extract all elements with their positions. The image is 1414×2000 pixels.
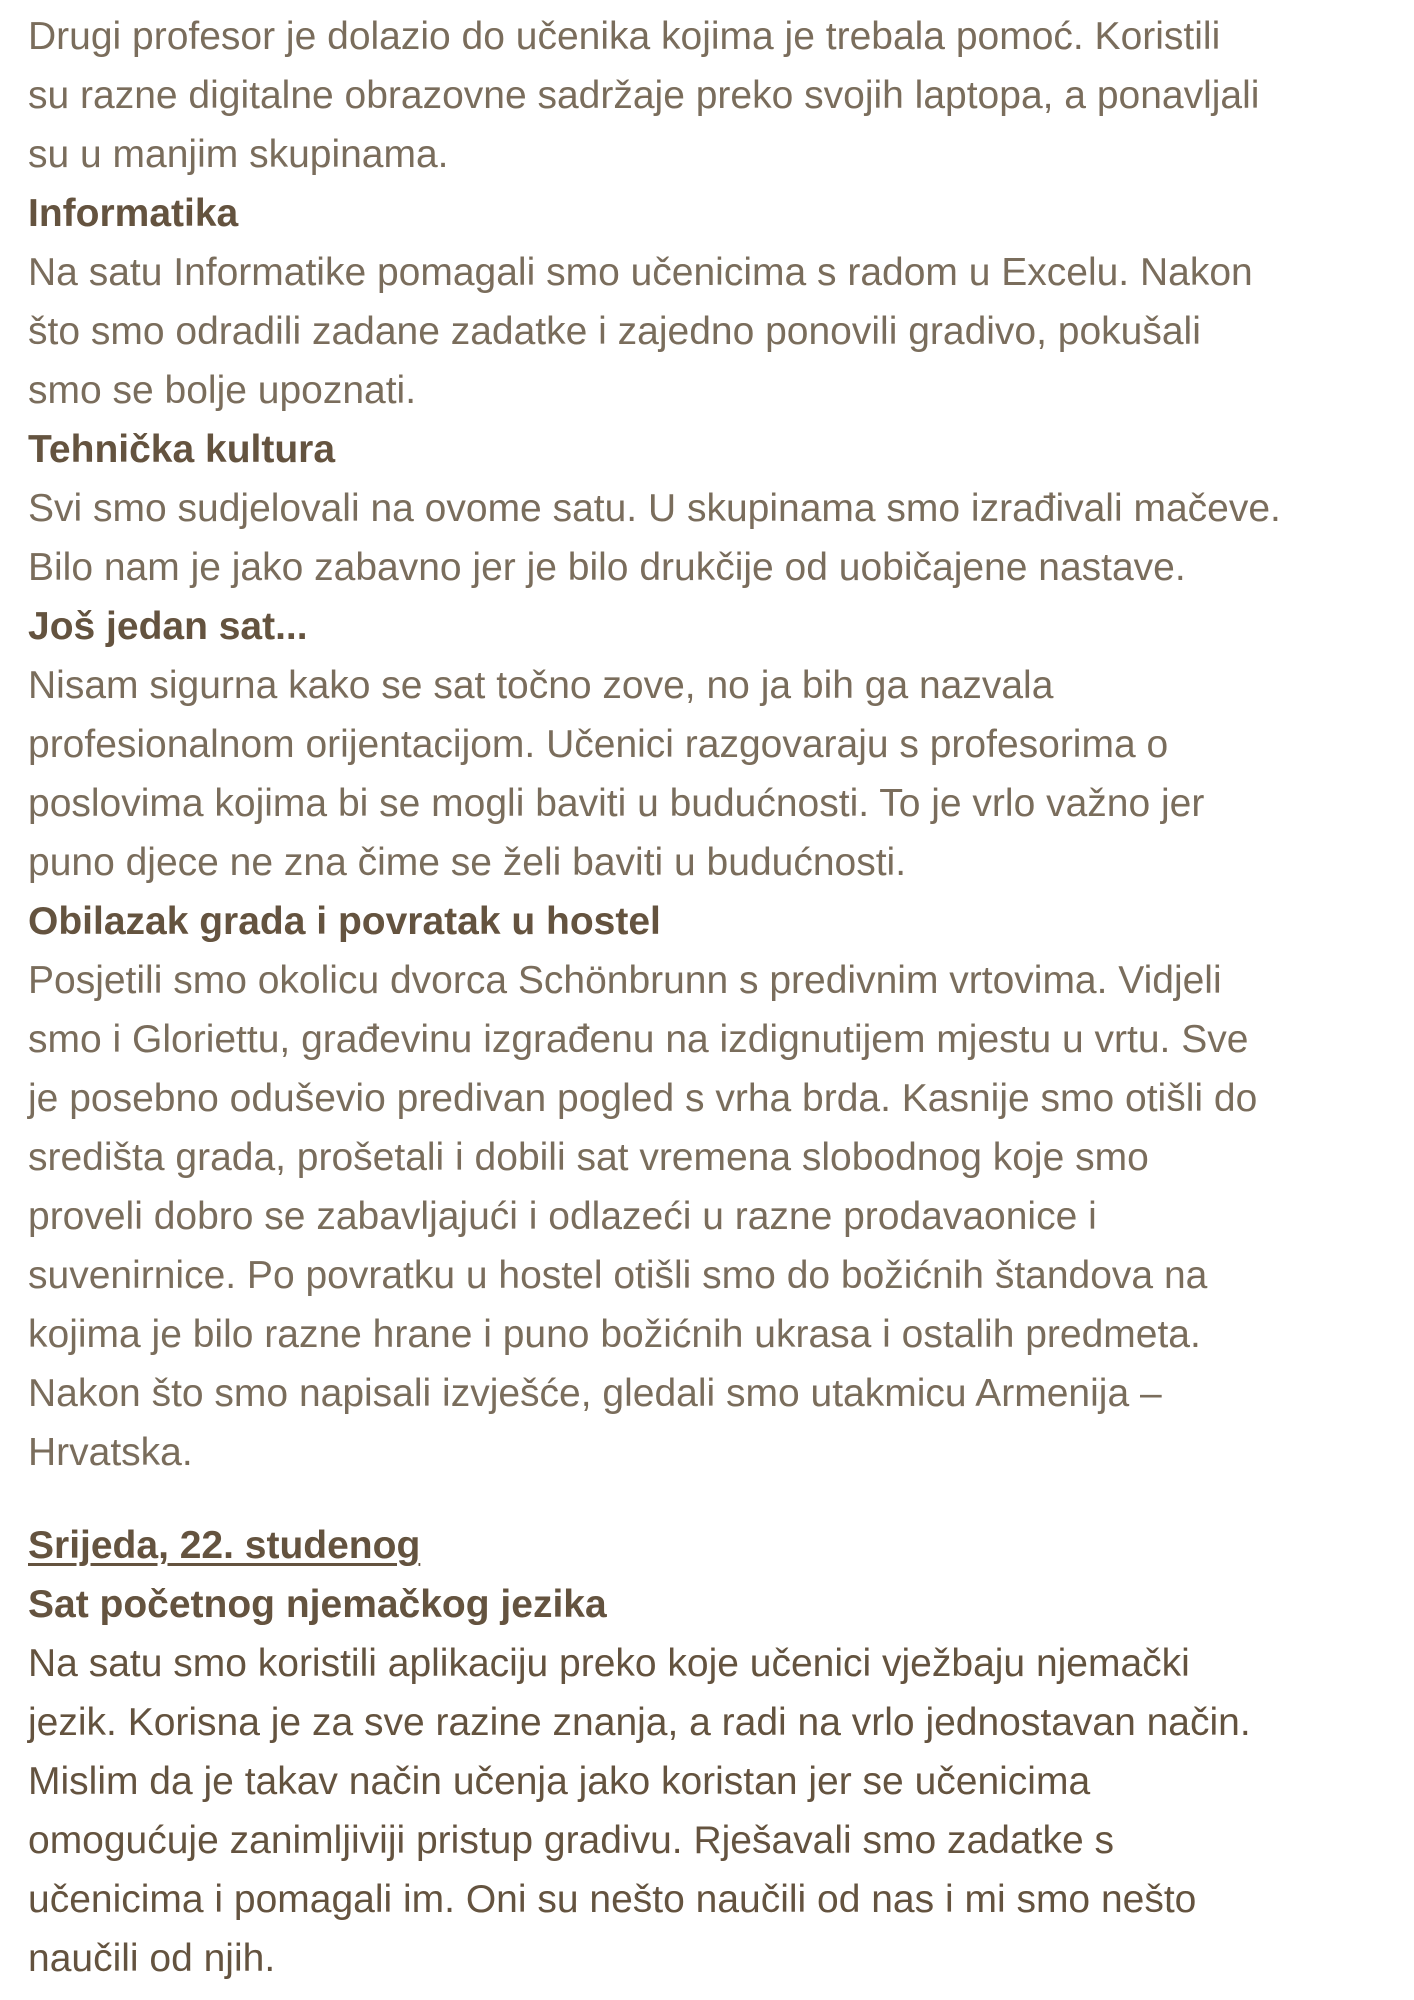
paragraph-line: kojima je bilo razne hrane i puno božićnih ukrasa i ostalih predmeta. <box>28 1313 1201 1356</box>
date-heading: Srijeda, 22. studenog <box>28 1524 421 1567</box>
heading-obilazak-grada: Obilazak grada i povratak u hostel <box>28 900 661 943</box>
paragraph-line: središta grada, prošetali i dobili sat vremena slobodnog koje smo <box>28 1136 1149 1179</box>
paragraph-line: Hrvatska. <box>28 1431 193 1474</box>
paragraph-line: je posebno oduševio predivan pogled s vrha brda. Kasnije smo otišli do <box>28 1077 1258 1120</box>
heading-tehnicka-kultura: Tehnička kultura <box>28 428 336 471</box>
paragraph-line: puno djece ne zna čime se želi baviti u budućnosti. <box>28 841 907 884</box>
paragraph-line: naučili od njih. <box>28 1937 276 1980</box>
paragraph-line: Na satu smo koristili aplikaciju preko koje učenici vježbaju njemački <box>28 1642 1190 1685</box>
paragraph-line: omogućuje zanimljiviji pristup gradivu. Rješavali smo zadatke s <box>28 1819 1114 1862</box>
paragraph-line: učenicima i pomagali im. Oni su nešto naučili od nas i mi smo nešto <box>28 1878 1197 1921</box>
paragraph-line: Nakon što smo napisali izvješće, gledali smo utakmicu Armenija – <box>28 1372 1162 1415</box>
heading-jos-jedan-sat: Još jedan sat... <box>28 605 308 648</box>
paragraph-line: profesionalnom orijentacijom. Učenici razgovaraju s profesorima o <box>28 723 1169 766</box>
paragraph-line: Mislim da je takav način učenja jako koristan jer se učenicima <box>28 1760 1091 1803</box>
paragraph-line: su razne digitalne obrazovne sadržaje preko svojih laptopa, a ponavljali <box>28 74 1260 117</box>
heading-informatika: Informatika <box>28 192 239 235</box>
paragraph-line: Bilo nam je jako zabavno jer je bilo drukčije od uobičajene nastave. <box>28 546 1186 589</box>
paragraph-line: Na satu Informatike pomagali smo učenicima s radom u Excelu. Nakon <box>28 251 1253 294</box>
paragraph-line: jezik. Korisna je za sve razine znanja, a radi na vrlo jednostavan način. <box>28 1701 1251 1744</box>
paragraph-line: poslovima kojima bi se mogli baviti u budućnosti. To je vrlo važno jer <box>28 782 1205 825</box>
paragraph-line: Nisam sigurna kako se sat točno zove, no ja bih ga nazvala <box>28 664 1054 707</box>
paragraph-line: smo i Gloriettu, građevinu izgrađenu na izdignutijem mjestu u vrtu. Sve <box>28 1018 1249 1061</box>
paragraph-line: su u manjim skupinama. <box>28 133 449 176</box>
paragraph-line: Svi smo sudjelovali na ovome satu. U skupinama smo izrađivali mačeve. <box>28 487 1281 530</box>
paragraph-line: proveli dobro se zabavljajući i odlazeći u razne prodavaonice i <box>28 1195 1097 1238</box>
paragraph-line: Posjetili smo okolicu dvorca Schönbrunn s predivnim vrtovima. Vidjeli <box>28 959 1222 1002</box>
paragraph-line: Drugi profesor je dolazio do učenika kojima je trebala pomoć. Koristili <box>28 15 1221 58</box>
paragraph-line: smo se bolje upoznati. <box>28 369 417 412</box>
paragraph-line: suvenirnice. Po povratku u hostel otišli smo do božićnih štandova na <box>28 1254 1208 1297</box>
paragraph-line: što smo odradili zadane zadatke i zajedno ponovili gradivo, pokušali <box>28 310 1201 353</box>
heading-sat-njemackog: Sat početnog njemačkog jezika <box>28 1583 607 1626</box>
